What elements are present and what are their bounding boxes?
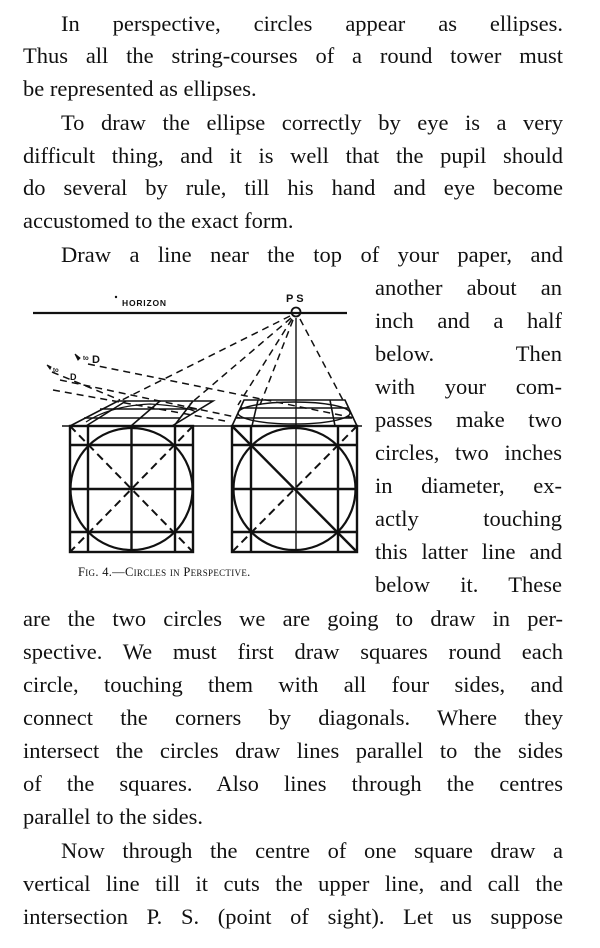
text-line: intersection P. S. (point of sight). Let us suppose [23, 904, 563, 929]
text-line: with your com- [375, 374, 562, 399]
text-line: In perspective, circles appear as ellipses. [61, 11, 563, 36]
d-label-2: D [70, 372, 77, 382]
text-line: below it. These [375, 572, 562, 597]
text-line: vertical line till it cuts the upper line, and call the [23, 871, 563, 896]
text-line: be represented as ellipses. [23, 76, 257, 101]
text-line: of the squares. Also lines through the centres [23, 771, 563, 796]
text-line: difficult thing, and it is well that the pupil should [23, 143, 563, 168]
text-line: passes make two [375, 407, 562, 432]
text-line: Thus all the string-courses of a round tower must [23, 43, 563, 68]
d-label-1: D [92, 354, 100, 366]
text-line: inch and a half [375, 308, 562, 333]
text-line: actly touching [375, 506, 562, 531]
text-line: in diameter, ex- [375, 473, 562, 498]
text-line: this latter line and [375, 539, 562, 564]
text-line: connect the corners by diagonals. Where they [23, 705, 563, 730]
figure-caption: Fig. 4.—Circles in Perspective. [78, 565, 251, 579]
text-line: circles, two inches [375, 440, 562, 465]
text-line: circle, touching them with all four sides, and [23, 672, 563, 697]
text-line: Now through the centre of one square draw a [61, 838, 563, 863]
text-line: Draw a line near the top of your paper, and [61, 242, 563, 267]
text-line: parallel to the sides. [23, 804, 203, 829]
text-line: below. Then [375, 341, 562, 366]
d-arrow-text-2: to [53, 368, 59, 374]
text-line: spective. We must first draw squares round each [23, 639, 563, 664]
text-line: another about an [375, 275, 562, 300]
text-line: do several by rule, till his hand and eye become [23, 175, 563, 200]
text-line: To draw the ellipse correctly by eye is a very [61, 110, 563, 135]
text-line: intersect the circles draw lines parallel to the sides [23, 738, 563, 763]
ps-label: P S [286, 293, 304, 305]
text-line: are the two circles we are going to draw in per- [23, 606, 563, 631]
d-arrow-text-1: to [83, 356, 89, 362]
text-line: accustomed to the exact form. [23, 208, 294, 233]
perspective-figure [20, 280, 370, 560]
horizon-label: HORIZON [122, 298, 167, 308]
